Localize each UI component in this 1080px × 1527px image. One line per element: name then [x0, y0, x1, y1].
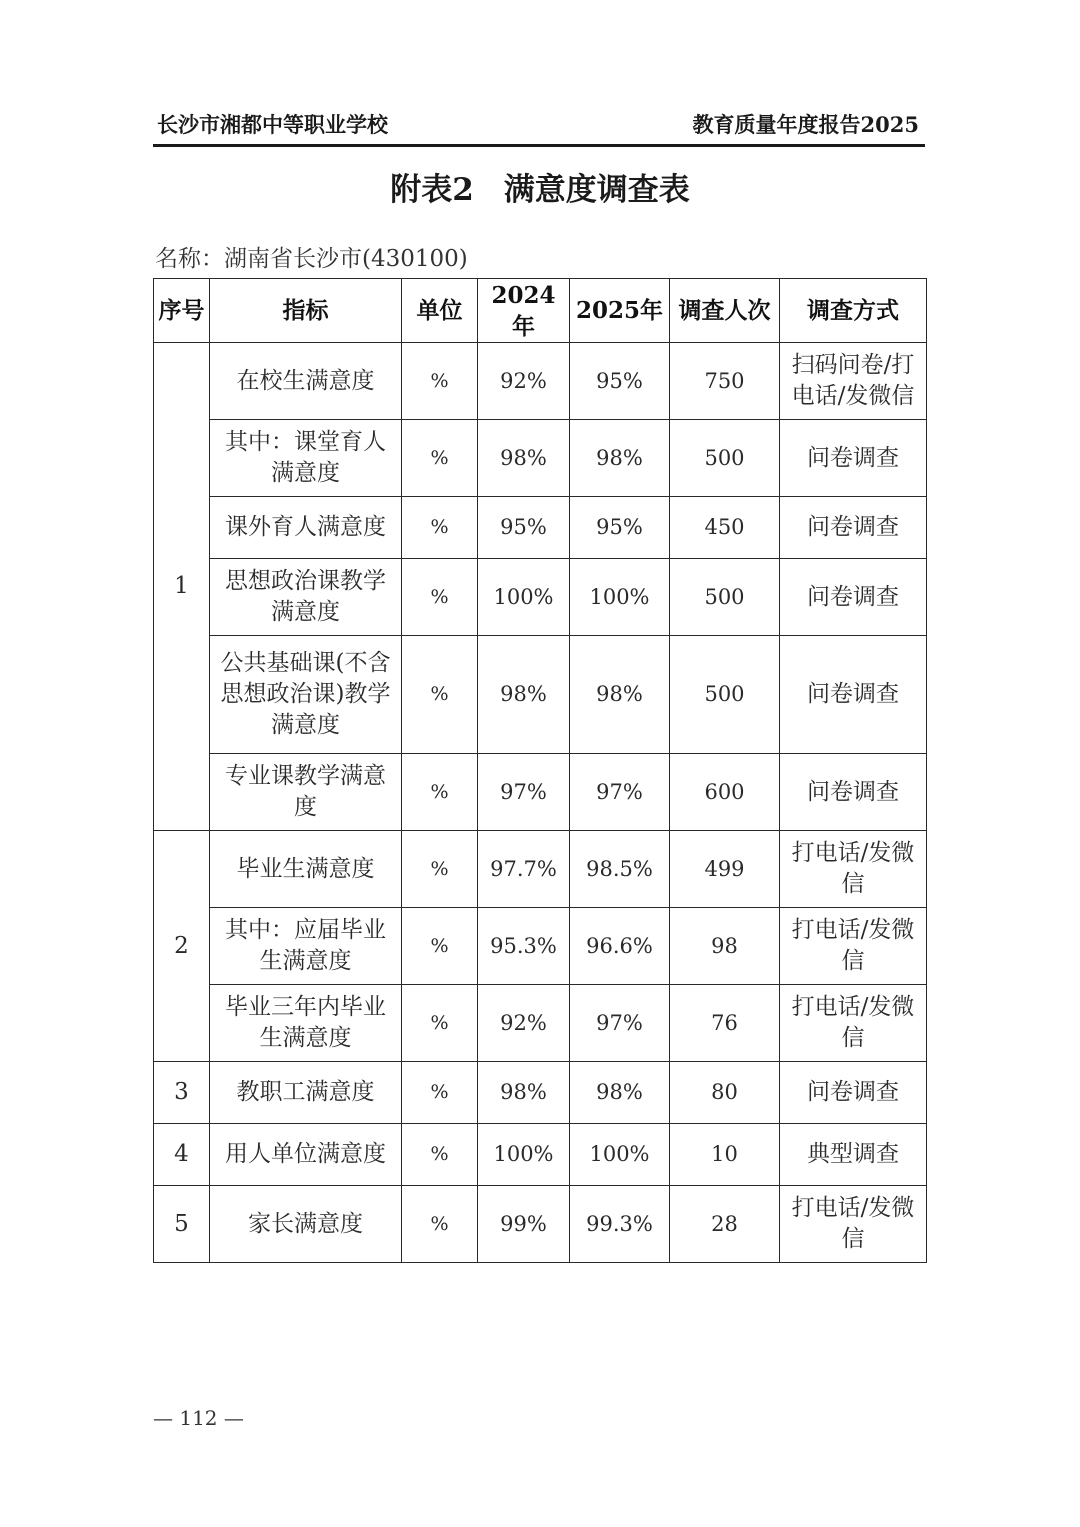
count-cell: 80: [670, 1062, 780, 1124]
value-2025-cell: 95%: [570, 497, 670, 559]
method-cell: 扫码问卷/打电话/发微信: [780, 343, 927, 420]
method-cell: 打电话/发微信: [780, 1186, 927, 1263]
unit-cell: %: [402, 636, 478, 754]
table-row: [154, 754, 927, 831]
count-cell: 500: [670, 420, 780, 497]
indicator-cell: 其中：课堂育人满意度: [210, 420, 402, 497]
table-row: [154, 831, 927, 908]
value-2025-cell: 97%: [570, 985, 670, 1062]
header-rule: [153, 144, 925, 147]
column-header: 指标: [210, 279, 402, 343]
seq-cell: 4: [154, 1124, 210, 1186]
unit-cell: %: [402, 754, 478, 831]
indicator-cell: 毕业生满意度: [210, 831, 402, 908]
column-header: 单位: [402, 279, 478, 343]
value-2025-cell: 96.6%: [570, 908, 670, 985]
method-cell: 典型调查: [780, 1124, 927, 1186]
count-cell: 500: [670, 636, 780, 754]
page-title: [0, 168, 1080, 212]
seq-cell: 5: [154, 1186, 210, 1263]
column-header: 2025年: [570, 279, 670, 343]
value-2025-cell: 98%: [570, 1062, 670, 1124]
value-2024-cell: 98%: [478, 1062, 570, 1124]
value-2025-cell: 98.5%: [570, 831, 670, 908]
indicator-cell: 课外育人满意度: [210, 497, 402, 559]
table-row: [154, 985, 927, 1062]
table-row: [154, 1186, 927, 1263]
column-header: 调查方式: [780, 279, 927, 343]
value-2024-cell: 97.7%: [478, 831, 570, 908]
column-header: 调查人次: [670, 279, 780, 343]
value-2024-cell: 98%: [478, 636, 570, 754]
indicator-cell: 毕业三年内毕业生满意度: [210, 985, 402, 1062]
value-2025-cell: 100%: [570, 559, 670, 636]
unit-cell: %: [402, 1062, 478, 1124]
unit-cell: %: [402, 559, 478, 636]
value-2025-cell: 98%: [570, 420, 670, 497]
method-cell: 问卷调查: [780, 420, 927, 497]
unit-cell: %: [402, 1186, 478, 1263]
method-cell: 问卷调查: [780, 636, 927, 754]
unit-cell: %: [402, 497, 478, 559]
table-row: [154, 559, 927, 636]
value-2025-cell: 95%: [570, 343, 670, 420]
count-cell: 28: [670, 1186, 780, 1263]
indicator-cell: 专业课教学满意度: [210, 754, 402, 831]
value-2025-cell: 100%: [570, 1124, 670, 1186]
indicator-cell: 公共基础课(不含思想政治课)教学满意度: [210, 636, 402, 754]
method-cell: 问卷调查: [780, 1062, 927, 1124]
seq-cell: 3: [154, 1062, 210, 1124]
count-cell: 500: [670, 559, 780, 636]
value-2024-cell: 100%: [478, 1124, 570, 1186]
count-cell: 98: [670, 908, 780, 985]
region-name: 名称：湖南省长沙市(430100): [155, 246, 468, 272]
method-cell: 打电话/发微信: [780, 985, 927, 1062]
column-header: 序号: [154, 279, 210, 343]
value-2024-cell: 95.3%: [478, 908, 570, 985]
indicator-cell: 家长满意度: [210, 1186, 402, 1263]
indicator-cell: 用人单位满意度: [210, 1124, 402, 1186]
count-cell: 450: [670, 497, 780, 559]
page-number: — 112 —: [153, 1406, 244, 1430]
indicator-cell: 教职工满意度: [210, 1062, 402, 1124]
indicator-cell: 在校生满意度: [210, 343, 402, 420]
value-2024-cell: 92%: [478, 343, 570, 420]
value-2024-cell: 100%: [478, 559, 570, 636]
page-header: [153, 110, 925, 146]
column-header: 2024年: [478, 279, 570, 343]
method-cell: 问卷调查: [780, 754, 927, 831]
method-cell: 问卷调查: [780, 497, 927, 559]
title-label: 附表2: [390, 172, 474, 208]
value-2024-cell: 99%: [478, 1186, 570, 1263]
unit-cell: %: [402, 831, 478, 908]
report-name: 教育质量年度报告2025: [692, 112, 919, 137]
unit-cell: %: [402, 343, 478, 420]
table-row: [154, 636, 927, 754]
count-cell: 499: [670, 831, 780, 908]
unit-cell: %: [402, 908, 478, 985]
count-cell: 600: [670, 754, 780, 831]
unit-cell: %: [402, 420, 478, 497]
table-row: [154, 908, 927, 985]
unit-cell: %: [402, 985, 478, 1062]
table-row: [154, 343, 927, 420]
table-row: [154, 1062, 927, 1124]
survey-table: [153, 278, 927, 1263]
unit-cell: %: [402, 1124, 478, 1186]
table-header-row: [154, 279, 927, 343]
count-cell: 750: [670, 343, 780, 420]
indicator-cell: 其中：应届毕业生满意度: [210, 908, 402, 985]
table-row: [154, 420, 927, 497]
value-2025-cell: 97%: [570, 754, 670, 831]
table-row: [154, 1124, 927, 1186]
value-2024-cell: 92%: [478, 985, 570, 1062]
method-cell: 打电话/发微信: [780, 831, 927, 908]
school-name: 长沙市湘都中等职业学校: [157, 112, 388, 137]
value-2024-cell: 95%: [478, 497, 570, 559]
method-cell: 打电话/发微信: [780, 908, 927, 985]
table-row: [154, 497, 927, 559]
indicator-cell: 思想政治课教学满意度: [210, 559, 402, 636]
value-2024-cell: 97%: [478, 754, 570, 831]
count-cell: 76: [670, 985, 780, 1062]
seq-cell: 1: [154, 343, 210, 831]
method-cell: 问卷调查: [780, 559, 927, 636]
value-2024-cell: 98%: [478, 420, 570, 497]
seq-cell: 2: [154, 831, 210, 1062]
value-2025-cell: 98%: [570, 636, 670, 754]
title-name: 满意度调查表: [503, 172, 690, 208]
count-cell: 10: [670, 1124, 780, 1186]
value-2025-cell: 99.3%: [570, 1186, 670, 1263]
